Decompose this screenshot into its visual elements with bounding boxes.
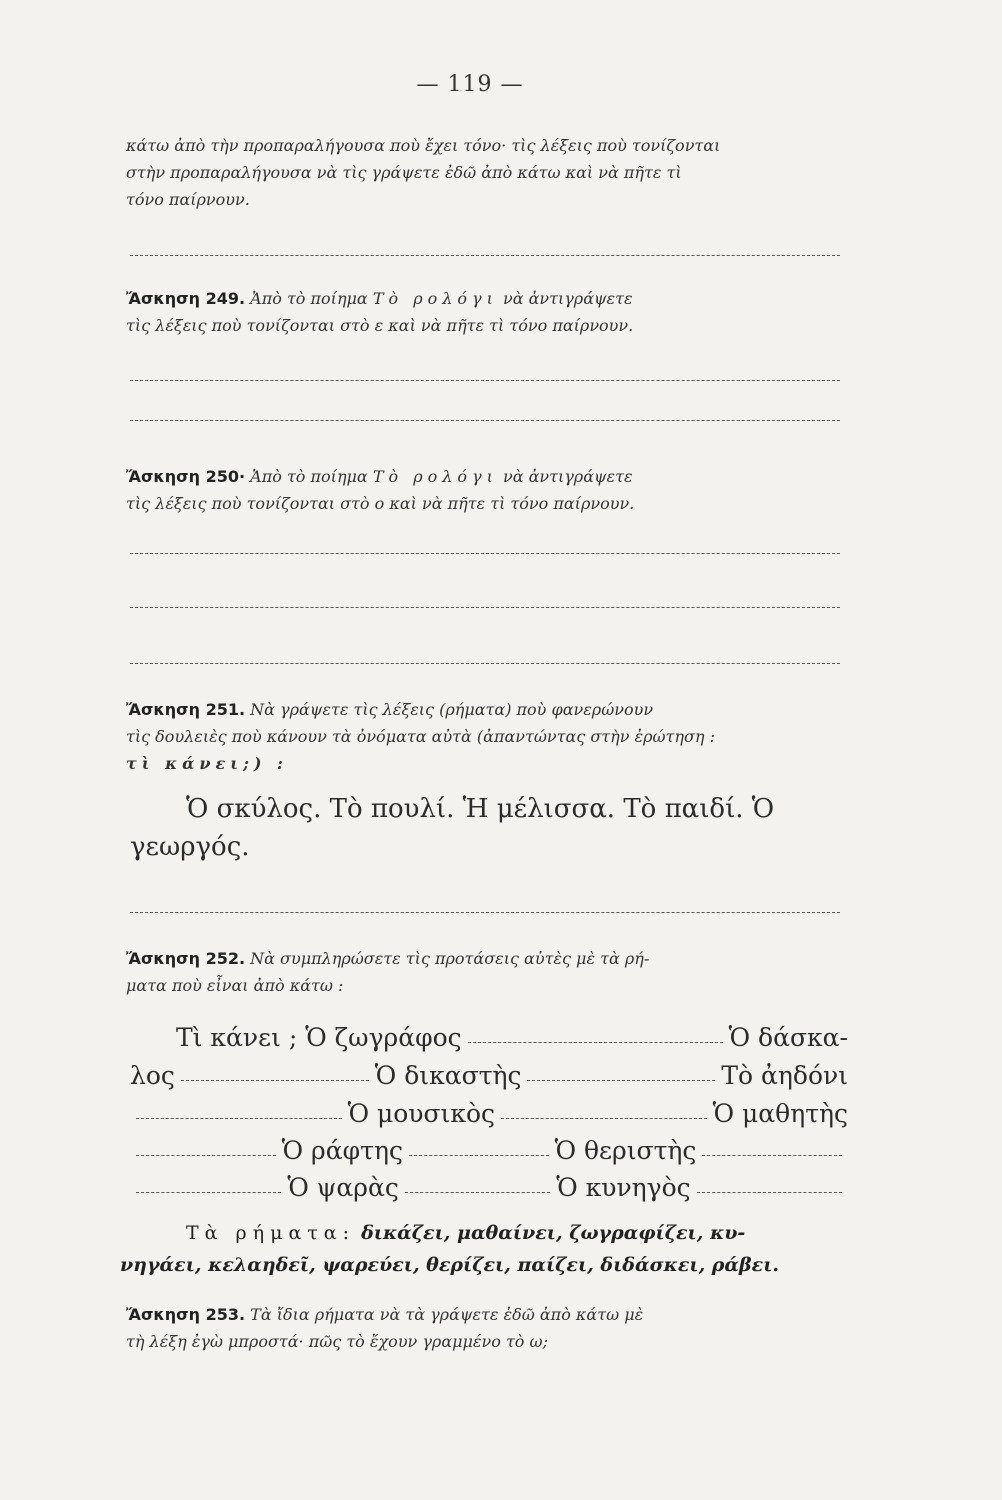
exercise-251-heading: Ἄσκηση 251. xyxy=(126,700,246,719)
fill-row-4 xyxy=(130,1129,848,1165)
fill-row-2 xyxy=(130,1054,848,1090)
answer-line[interactable] xyxy=(130,912,840,913)
fill-row-5-b: Ὁ ψαρὰς xyxy=(287,1173,399,1202)
exercise-251-line-2: τὶς δουλειὲς ποὺ κάνουν τὰ ὀνόματα αὐτὰ (ἀπαντώντας στὴν ἐρώτηση : xyxy=(126,727,715,746)
exercise-251-sentence-1: Ὁ σκύλος. Τὸ πουλί. Ἡ μέλισσα. Τὸ παιδί. Ὁ xyxy=(186,794,775,824)
verbs-line-1: δικάζει, μαθαίνει, ζωγραφίζει, κυ- xyxy=(361,1222,746,1244)
fill-blank[interactable] xyxy=(136,1118,342,1119)
fill-row-3-b: Ὁ μουσικὸς xyxy=(347,1099,496,1128)
page-number: — 119 — xyxy=(416,72,524,97)
exercise-250-text: Ἀπὸ τὸ ποίημα xyxy=(245,467,373,486)
fill-row-2-c: Τὸ ἀηδόνι xyxy=(721,1061,848,1090)
exercise-249-text-end: νὰ ἀντιγράψετε xyxy=(497,289,633,308)
exercise-253 xyxy=(126,1301,846,1355)
exercise-251 xyxy=(126,696,846,777)
fill-row-2-b: Ὁ δικαστὴς xyxy=(374,1061,522,1090)
exercise-249 xyxy=(126,285,846,339)
fill-blank[interactable] xyxy=(702,1155,842,1156)
fill-blank[interactable] xyxy=(136,1192,281,1193)
exercise-253-line-1: Τὰ ἴδια ρήματα νὰ τὰ γράψετε ἐδῶ ἀπὸ κάτω μὲ xyxy=(245,1305,644,1324)
intro-line-3: τόνο παίρνουν. xyxy=(126,190,250,209)
fill-row-5 xyxy=(130,1166,848,1202)
exercise-252 xyxy=(126,945,846,999)
exercise-250-text-end: νὰ ἀντιγράψετε xyxy=(497,467,633,486)
fill-blank[interactable] xyxy=(405,1192,550,1193)
fill-blank[interactable] xyxy=(501,1118,707,1119)
verbs-line-2: νηγάει, κελαηδεῖ, ψαρεύει, θερίζει, παίζει, διδάσκει, ράβει. xyxy=(120,1254,780,1276)
intro-line-2: στὴν προπαραλήγουσα νὰ τὶς γράψετε ἐδῶ ἀπὸ κάτω καὶ νὰ πῆτε τὶ xyxy=(126,163,682,182)
exercise-251-question: τὶ κάνει;) : xyxy=(126,754,288,773)
answer-line[interactable] xyxy=(130,380,840,381)
fill-row-1 xyxy=(176,1016,848,1052)
intro-paragraph xyxy=(126,132,846,213)
exercise-252-heading: Ἄσκηση 252. xyxy=(126,949,246,968)
fill-blank[interactable] xyxy=(136,1155,276,1156)
exercise-249-heading: Ἄσκηση 249. xyxy=(126,289,246,308)
fill-row-1-b: Ὁ δάσκα- xyxy=(728,1023,848,1052)
exercise-252-line-1: Νὰ συμπληρώσετε τὶς προτάσεις αὐτὲς μὲ τὰ ρή- xyxy=(245,949,650,968)
answer-line[interactable] xyxy=(130,607,840,608)
exercise-249-line-2: τὶς λέξεις ποὺ τονίζονται στὸ ε καὶ νὰ πῆτε τὶ τόνο παίρνουν. xyxy=(126,316,634,335)
fill-blank[interactable] xyxy=(468,1042,723,1043)
verbs-list xyxy=(186,1218,848,1249)
exercise-253-heading: Ἄσκηση 253. xyxy=(126,1305,246,1324)
exercise-250-line-2: τὶς λέξεις ποὺ τονίζονται στὸ ο καὶ νὰ πῆτε τὶ τόνο παίρνουν. xyxy=(126,494,635,513)
exercise-253-line-2: τὴ λέξη ἐγὼ μπροστά· πῶς τὸ ἔχουν γραμμένο τὸ ω; xyxy=(126,1332,548,1351)
intro-line-1: κάτω ἀπὸ τὴν προπαραλήγουσα ποὺ ἔχει τόνο· τὶς λέξεις ποὺ τονίζονται xyxy=(126,136,721,155)
fill-row-1-a: Τὶ κάνει ; Ὁ ζωγράφος xyxy=(176,1023,462,1052)
verbs-list-cont xyxy=(120,1250,848,1281)
exercise-251-line-1: Νὰ γράψετε τὶς λέξεις (ρήματα) ποὺ φανερώνουν xyxy=(245,700,654,719)
fill-row-2-a: λος xyxy=(130,1061,175,1090)
answer-line[interactable] xyxy=(130,663,840,664)
answer-line[interactable] xyxy=(130,255,840,256)
fill-row-4-c: Ὁ θεριστὴς xyxy=(554,1136,697,1165)
exercise-252-line-2: ματα ποὺ εἶναι ἀπὸ κάτω : xyxy=(126,976,344,995)
fill-row-3-c: Ὁ μαθητὴς xyxy=(712,1099,849,1128)
fill-blank[interactable] xyxy=(409,1155,549,1156)
answer-line[interactable] xyxy=(130,553,840,554)
fill-blank[interactable] xyxy=(527,1080,715,1081)
fill-row-5-c: Ὁ κυνηγὸς xyxy=(556,1173,691,1202)
exercise-249-poem-title: Τὸ ρολόγι xyxy=(372,289,498,308)
exercise-250-poem-title: Τὸ ρολόγι xyxy=(372,467,498,486)
answer-line[interactable] xyxy=(130,420,840,421)
fill-row-3 xyxy=(130,1092,848,1128)
fill-row-4-b: Ὁ ράφτης xyxy=(281,1136,403,1165)
exercise-251-sentence-2: γεωργός. xyxy=(130,832,250,862)
verbs-label: Τὰ ρήματα: xyxy=(186,1222,356,1244)
exercise-250-heading: Ἄσκηση 250· xyxy=(126,467,246,486)
fill-blank[interactable] xyxy=(697,1192,842,1193)
exercise-249-text: Ἀπὸ τὸ ποίημα xyxy=(245,289,373,308)
fill-blank[interactable] xyxy=(181,1080,369,1081)
exercise-250 xyxy=(126,463,846,517)
